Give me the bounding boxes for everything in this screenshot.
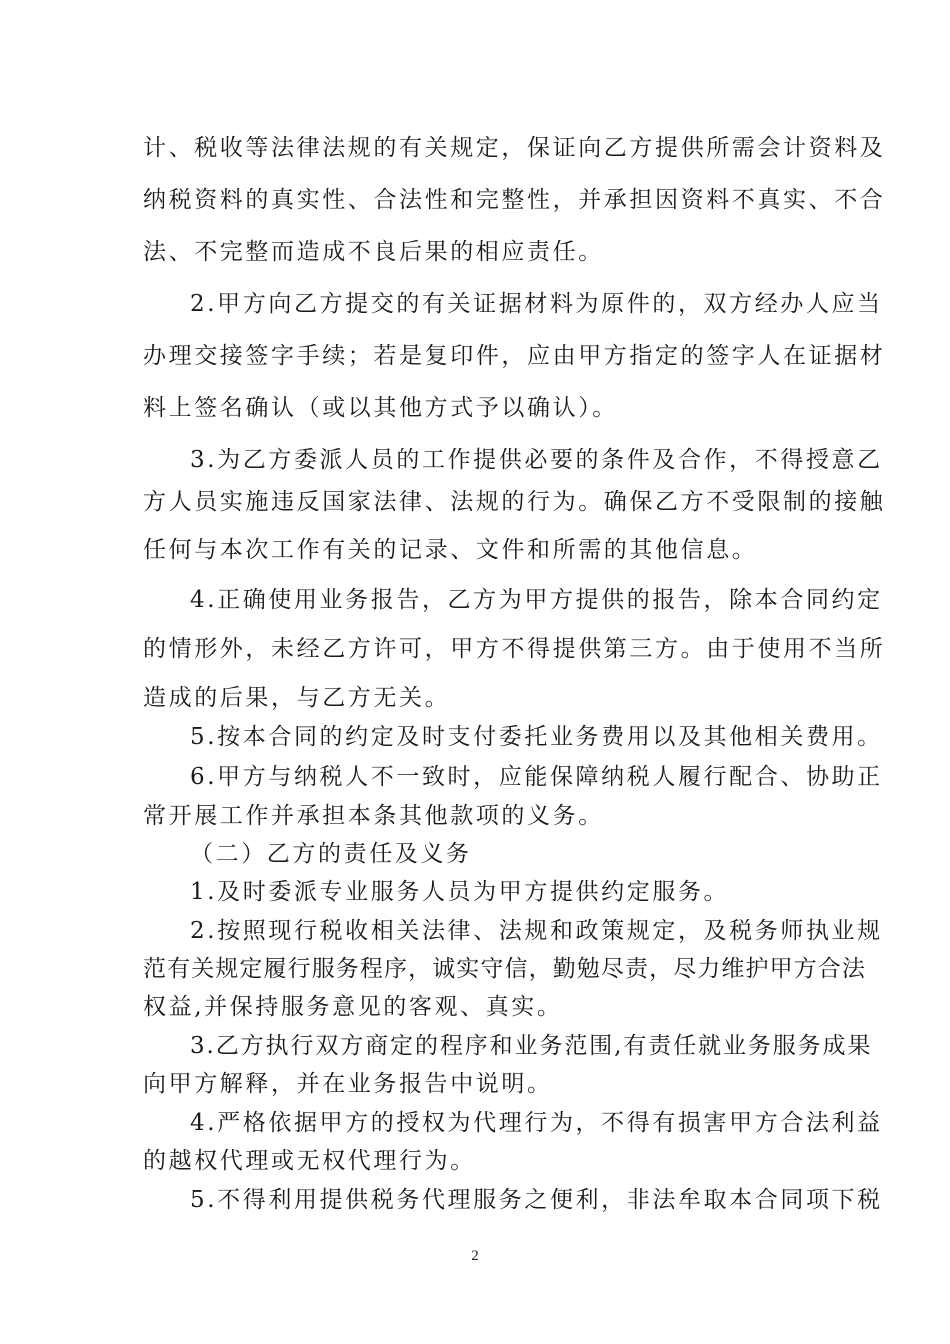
text-line: 3.为乙方委派人员的工作提供必要的条件及合作，不得授意乙 bbox=[190, 447, 883, 473]
text-line: 办理交接签字手续；若是复印件，应由甲方指定的签字人在证据材 bbox=[143, 343, 886, 369]
text-line: 2.按照现行税收相关法律、法规和政策规定，及税务师执业规 bbox=[190, 918, 883, 944]
text-line: 料上签名确认（或以其他方式予以确认）。 bbox=[143, 395, 618, 421]
text-line: 常开展工作并承担本条其他款项的义务。 bbox=[143, 803, 604, 829]
text-line: 5.不得利用提供税务代理服务之便利，非法牟取本合同项下税 bbox=[190, 1187, 883, 1213]
section-heading: （二）乙方的责任及义务 bbox=[190, 841, 472, 867]
text-line: 任何与本次工作有关的记录、文件和所需的其他信息。 bbox=[143, 537, 758, 563]
text-line: 纳税资料的真实性、合法性和完整性，并承担因资料不真实、不合 bbox=[143, 187, 886, 213]
text-line: 法、不完整而造成不良后果的相应责任。 bbox=[143, 239, 604, 265]
text-line: 范有关规定履行服务程序，诚实守信，勤勉尽责，尽力维护甲方合法 bbox=[143, 956, 866, 982]
text-line: 向甲方解释，并在业务报告中说明。 bbox=[143, 1071, 553, 1097]
text-line: 5.按本合同的约定及时支付委托业务费用以及其他相关费用。 bbox=[190, 724, 883, 750]
text-line: 1.及时委派专业服务人员为甲方提供约定服务。 bbox=[190, 879, 730, 905]
text-line: 权益,并保持服务意见的客观、真实。 bbox=[143, 994, 563, 1020]
text-line: 造成的后果，与乙方无关。 bbox=[143, 685, 451, 711]
text-line: 的情形外，未经乙方许可，甲方不得提供第三方。由于使用不当所 bbox=[143, 636, 886, 662]
page-number: 2 bbox=[471, 1248, 479, 1264]
text-line: 的越权代理或无权代理行为。 bbox=[143, 1148, 476, 1174]
text-line: 4.严格依据甲方的授权为代理行为，不得有损害甲方合法利益 bbox=[190, 1110, 883, 1136]
text-line: 计、税收等法律法规的有关规定，保证向乙方提供所需会计资料及 bbox=[143, 135, 886, 161]
text-line: 方人员实施违反国家法律、法规的行为。确保乙方不受限制的接触 bbox=[143, 489, 886, 515]
text-line: 2.甲方向乙方提交的有关证据材料为原件的，双方经办人应当 bbox=[190, 291, 883, 317]
text-line: 4.正确使用业务报告，乙方为甲方提供的报告，除本合同约定 bbox=[190, 587, 883, 613]
text-line: 6.甲方与纳税人不一致时，应能保障纳税人履行配合、协助正 bbox=[190, 764, 883, 790]
text-line: 3.乙方执行双方商定的程序和业务范围,有责任就业务服务成果 bbox=[190, 1033, 873, 1059]
